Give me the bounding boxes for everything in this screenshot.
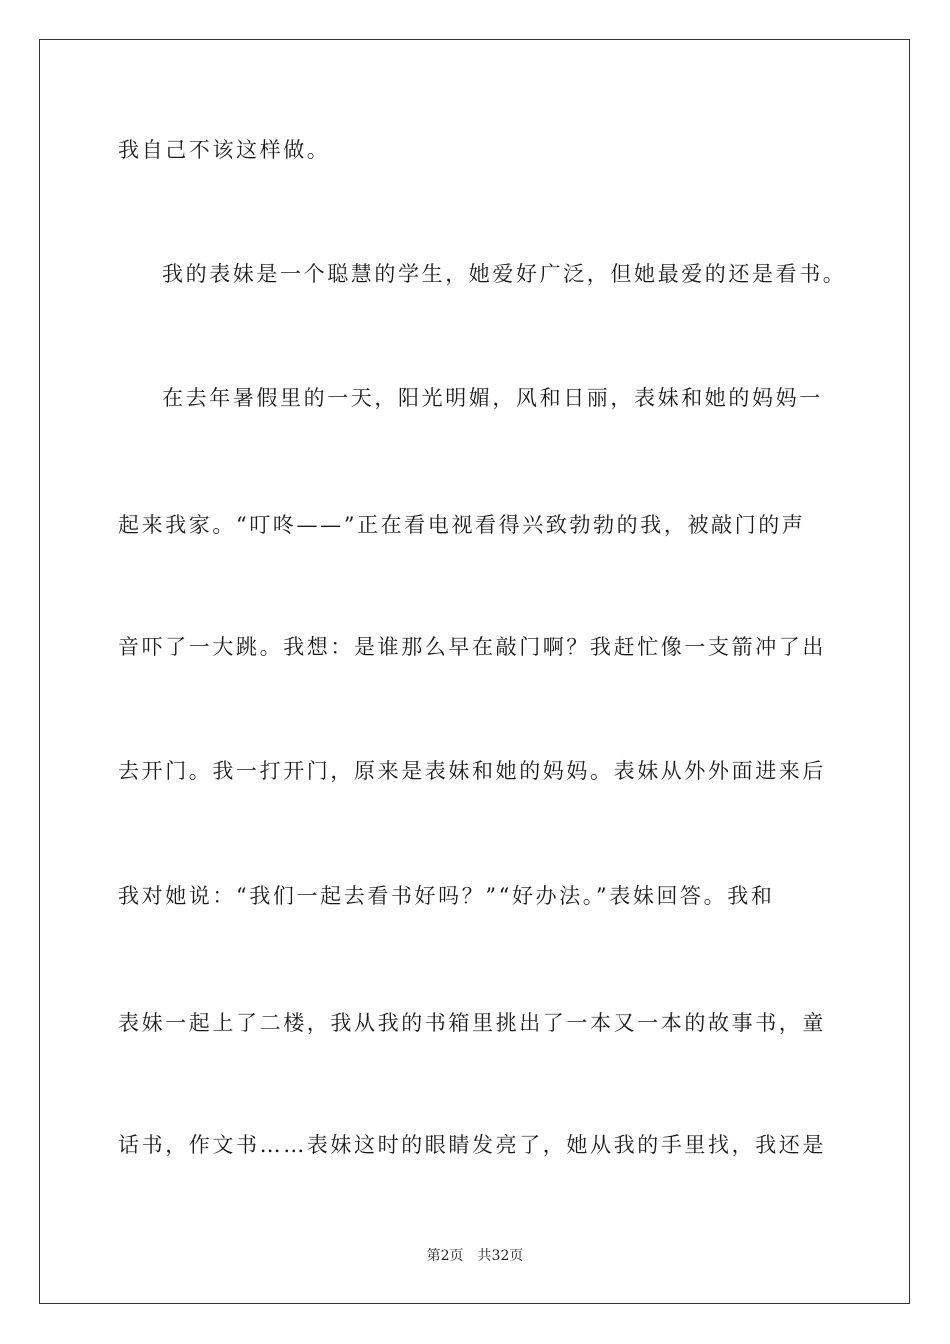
text-line-6: 去开门。我一打开门，原来是表妹和她的妈妈。表妹从外外面进来后 xyxy=(118,759,826,783)
page-border xyxy=(39,39,910,1304)
page-number: 第2页 xyxy=(426,1248,464,1264)
text-line-1: 我自己不该这样做。 xyxy=(118,138,331,162)
text-line-2: 我的表妹是一个聪慧的学生，她爱好广泛，但她最爱的还是看书。 xyxy=(162,262,847,286)
page-footer xyxy=(0,1246,950,1266)
text-line-5: 音吓了一大跳。我想：是谁那么早在敲门啊？我赶忙像一支箭冲了出 xyxy=(118,635,826,659)
text-line-9: 话书，作文书……表妹这时的眼睛发亮了，她从我的手里找，我还是 xyxy=(118,1133,826,1157)
page-total: 共32页 xyxy=(477,1248,524,1264)
text-line-4: 起来我家。“叮咚——”正在看电视看得兴致勃勃的我，被敲门的声 xyxy=(118,513,806,537)
text-line-3: 在去年暑假里的一天，阳光明媚，风和日丽，表妹和她的妈妈一 xyxy=(162,386,823,410)
text-line-7: 我对她说：“我们一起去看书好吗？”“好办法。”表妹回答。我和 xyxy=(118,884,775,908)
text-line-8: 表妹一起上了二楼，我从我的书箱里挑出了一本又一本的故事书，童 xyxy=(118,1011,826,1035)
